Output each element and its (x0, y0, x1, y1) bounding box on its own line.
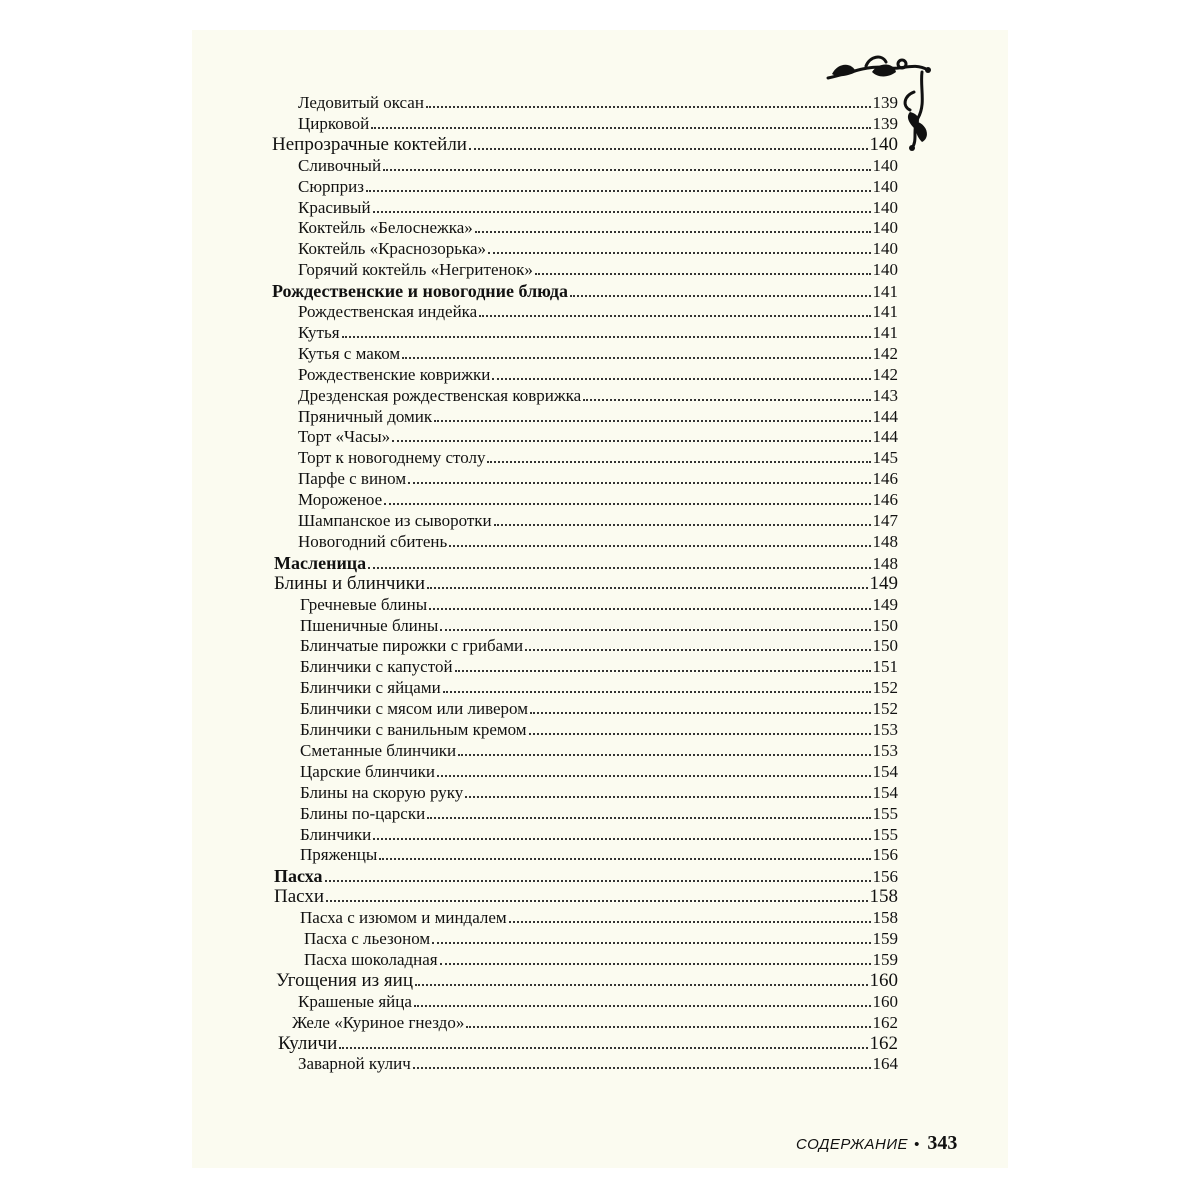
toc-entry-page: 146 (872, 469, 898, 489)
footer-section-label: СОДЕРЖАНИЕ (796, 1136, 909, 1153)
toc-entry-page: 140 (872, 155, 898, 175)
toc-entry-page: 144 (872, 406, 898, 426)
toc-entry (300, 595, 898, 615)
toc-entry-page: 154 (872, 761, 898, 781)
toc-entry-title: Кутья с маком (298, 343, 401, 363)
toc-entry-title: Новогодний сбитень (298, 531, 448, 551)
toc-entry (298, 448, 898, 468)
toc-entry (298, 1054, 898, 1074)
dot-leader (426, 106, 871, 108)
dot-leader (402, 357, 870, 359)
dot-leader (427, 817, 870, 819)
toc-entry-page: 152 (872, 699, 898, 719)
toc-entry (300, 636, 898, 656)
dot-leader (535, 273, 871, 275)
dot-leader (449, 545, 870, 547)
toc-entry-title: Блинчики с яйцами (300, 678, 441, 698)
toc-entry (298, 386, 898, 406)
dot-leader (509, 921, 871, 923)
toc-entry-page: 145 (872, 448, 898, 468)
toc-entry (298, 156, 898, 176)
dot-leader (583, 399, 870, 401)
toc-entry (278, 1034, 898, 1054)
dot-leader (458, 754, 870, 756)
toc-entry-page: 152 (872, 678, 898, 698)
toc-entry-page: 146 (872, 490, 898, 510)
toc-entry-title: Блины на скорую руку (300, 782, 464, 802)
toc-entry (298, 198, 898, 218)
toc-entry-page: 153 (872, 740, 898, 760)
toc-entry-title: Парфе с вином (298, 469, 407, 489)
toc-entry-title: Пасха шоколадная (304, 949, 438, 969)
toc-entry (298, 365, 898, 385)
toc-entry (298, 992, 898, 1012)
toc-entry-title: Крашеные яйца (298, 991, 412, 1011)
toc-entry-page: 148 (872, 531, 898, 551)
toc-entry-page: 143 (872, 385, 898, 405)
dot-leader (479, 315, 870, 317)
toc-entry-page: 149 (869, 572, 898, 594)
toc-entry-title: Желе «Куриное гнездо» (292, 1012, 465, 1032)
toc-entry (298, 239, 898, 259)
toc-entry (300, 657, 898, 677)
toc-entry-page: 155 (872, 803, 898, 823)
dot-leader (414, 1005, 871, 1007)
dot-leader (469, 148, 868, 150)
dot-leader (440, 963, 871, 965)
toc-entry-title: Коктейль «Краснозорька» (298, 239, 487, 259)
toc-entry-page: 142 (872, 364, 898, 384)
toc-entry (300, 825, 898, 845)
toc-entry-title: Пряничный домик (298, 406, 433, 426)
toc-entry-title: Пасха с льезоном (304, 929, 431, 948)
toc-entry-page: 140 (872, 260, 898, 280)
toc-entry-title: Блинчики с капустой (300, 657, 453, 677)
toc-entry-title: Блинчики с мясом или ливером (300, 699, 528, 719)
toc-entry-title: Рождественские коврижки (298, 364, 491, 384)
toc-entry-page: 156 (872, 845, 898, 865)
dot-leader (429, 608, 870, 610)
toc-entry (300, 741, 898, 761)
dot-leader (342, 336, 871, 338)
toc-entry-title: Блины по-царски (300, 803, 426, 823)
dot-leader (366, 190, 871, 192)
toc-entry (300, 616, 898, 636)
toc-entry-page: 144 (872, 427, 898, 447)
toc-entry-page: 150 (872, 615, 898, 635)
toc-entry (300, 804, 898, 824)
dot-leader (475, 231, 871, 233)
toc-entry (298, 532, 898, 552)
toc-entry-page: 162 (869, 1032, 898, 1054)
page-footer (796, 1132, 957, 1155)
dot-leader (466, 1026, 870, 1028)
toc-entry-title: Пряженцы (300, 845, 378, 865)
toc-entry (304, 950, 898, 970)
toc-entry-page: 140 (872, 197, 898, 217)
footer-page-number: 343 (927, 1132, 958, 1154)
toc-entry (304, 929, 898, 949)
dot-leader (529, 733, 871, 735)
toc-entry (292, 1013, 898, 1033)
toc-entry-title: Рождественская индейка (298, 302, 478, 321)
dot-leader (432, 942, 870, 944)
dot-leader (437, 775, 871, 777)
toc-entry-page: 160 (869, 969, 898, 991)
dot-leader (492, 378, 870, 380)
toc-entry (298, 177, 898, 197)
dot-leader (392, 440, 870, 442)
toc-entry-title: Рождественские и новогодние блюда (272, 281, 569, 302)
dot-leader (440, 629, 870, 631)
dot-leader (427, 587, 867, 589)
toc-entry (300, 845, 898, 865)
dot-leader (570, 295, 870, 297)
toc-entry-title: Кутья (298, 322, 340, 342)
toc-entry-title: Царские блинчики (300, 761, 435, 781)
toc-entry-title: Сливочный (298, 155, 382, 175)
toc-entry-title: Сюрприз (298, 176, 364, 196)
toc-entry (274, 553, 898, 573)
dot-leader (525, 649, 870, 651)
toc-entry-page: 155 (872, 824, 898, 844)
toc-entry-title: Заварной кулич (298, 1054, 411, 1074)
toc-entry (298, 323, 898, 343)
toc-entry (298, 302, 898, 322)
toc-entry-page: 139 (872, 93, 898, 112)
toc-entry-title: Блинчики (300, 824, 372, 844)
toc-entry-page: 141 (872, 302, 898, 321)
toc-entry-title: Гречневые блины (300, 594, 428, 614)
toc-entry (300, 908, 898, 928)
toc-entry-title: Пасха с изюмом и миндалем (300, 908, 507, 928)
toc-entry-page: 142 (872, 343, 898, 363)
dot-leader (339, 1047, 867, 1049)
dot-leader (379, 858, 870, 860)
toc-entry-page: 148 (872, 553, 898, 573)
dot-leader (325, 880, 871, 882)
dot-leader (465, 796, 870, 798)
toc-entry-page: 151 (872, 657, 898, 677)
toc-entry (300, 783, 898, 803)
dot-leader (487, 461, 870, 463)
dot-leader (373, 211, 871, 213)
toc-entry-page: 141 (872, 282, 898, 302)
toc-entry (298, 511, 898, 531)
toc-entry-page: 147 (872, 511, 898, 530)
toc-entry-title: Мороженое (298, 490, 383, 510)
dot-leader (326, 900, 867, 902)
toc-entry-title: Горячий коктейль «Негритенок» (298, 260, 533, 280)
toc-entry-page: 162 (872, 1012, 898, 1032)
toc-entry (274, 866, 898, 886)
toc-entry-title: Цирковой (298, 113, 370, 133)
toc-entry-title: Дрезденская рождественская коврижка (298, 385, 582, 405)
toc-entry-title: Сметанные блинчики (300, 740, 457, 760)
dot-leader (371, 127, 870, 129)
dot-leader (434, 420, 870, 422)
toc-entry (298, 93, 898, 113)
toc-entry (298, 218, 898, 238)
toc-entry (272, 281, 898, 301)
toc-entry-title: Блины и блинчики (274, 572, 426, 594)
toc-entry (300, 762, 898, 782)
toc-entry-page: 158 (869, 886, 898, 908)
dot-leader (373, 838, 870, 840)
toc-entry-title: Блинчатые пирожки с грибами (300, 636, 524, 656)
toc-entry-page: 140 (872, 239, 898, 259)
dot-leader (488, 252, 870, 254)
toc-entry-title: Пасхи (274, 886, 325, 908)
dot-leader (494, 524, 871, 526)
toc-entry (298, 260, 898, 280)
toc-entry-page: 156 (872, 867, 898, 887)
dot-leader (455, 670, 871, 672)
toc-entry-page: 164 (872, 1054, 898, 1074)
dot-leader (384, 503, 870, 505)
toc-entry-title: Куличи (278, 1032, 338, 1054)
dot-leader (530, 712, 871, 714)
toc-entry (298, 407, 898, 427)
toc-entry-title: Торт «Часы» (298, 427, 391, 447)
toc-entry-page: 150 (872, 636, 898, 656)
toc-entry-title: Блинчики с ванильным кремом (300, 720, 527, 739)
dot-leader (408, 482, 870, 484)
dot-leader (368, 567, 870, 569)
toc-entry (298, 114, 898, 134)
toc-entry-title: Масленица (274, 552, 367, 573)
toc-entry-page: 154 (872, 782, 898, 802)
toc-entry-page: 149 (872, 594, 898, 614)
toc-entry (298, 427, 898, 447)
toc-entry (300, 678, 898, 698)
toc-entry (272, 135, 898, 155)
toc-entry-page: 160 (872, 991, 898, 1011)
toc-entry (274, 574, 898, 594)
toc-entry-title: Ледовитый оксан (298, 93, 424, 112)
toc-entry-page: 153 (872, 720, 898, 739)
toc-entry (298, 469, 898, 489)
toc-entry-title: Торт к новогоднему столу (298, 448, 486, 468)
dot-leader (383, 169, 870, 171)
toc-entry-page: 140 (872, 176, 898, 196)
toc-entry (276, 971, 898, 991)
toc-entry-title: Шампанское из сыворотки (298, 511, 492, 530)
dot-leader (413, 1067, 871, 1069)
toc-entry-page: 139 (872, 113, 898, 133)
toc-entry-page: 141 (872, 322, 898, 342)
dot-leader (443, 691, 871, 693)
toc-entry-page: 159 (872, 929, 898, 948)
toc-entry-page: 159 (872, 949, 898, 969)
toc-entry-title: Красивый (298, 197, 371, 217)
toc-entry (274, 887, 898, 907)
toc-entry (298, 344, 898, 364)
toc-entry-title: Коктейль «Белоснежка» (298, 218, 473, 238)
toc-entry-title: Пасха (274, 866, 323, 887)
toc-entry-title: Угощения из яиц (276, 969, 413, 991)
toc-entry-page: 140 (869, 133, 898, 155)
toc-entry-page: 140 (872, 218, 898, 238)
dot-leader (415, 984, 868, 986)
toc-entry (300, 720, 898, 740)
toc-entry-page: 158 (872, 908, 898, 928)
toc-entry-title: Пшеничные блины (300, 615, 439, 635)
footer-bullet: • (914, 1136, 920, 1153)
toc-entry-title: Непрозрачные коктейли (272, 133, 467, 155)
toc-entry (298, 490, 898, 510)
toc-entry (300, 699, 898, 719)
